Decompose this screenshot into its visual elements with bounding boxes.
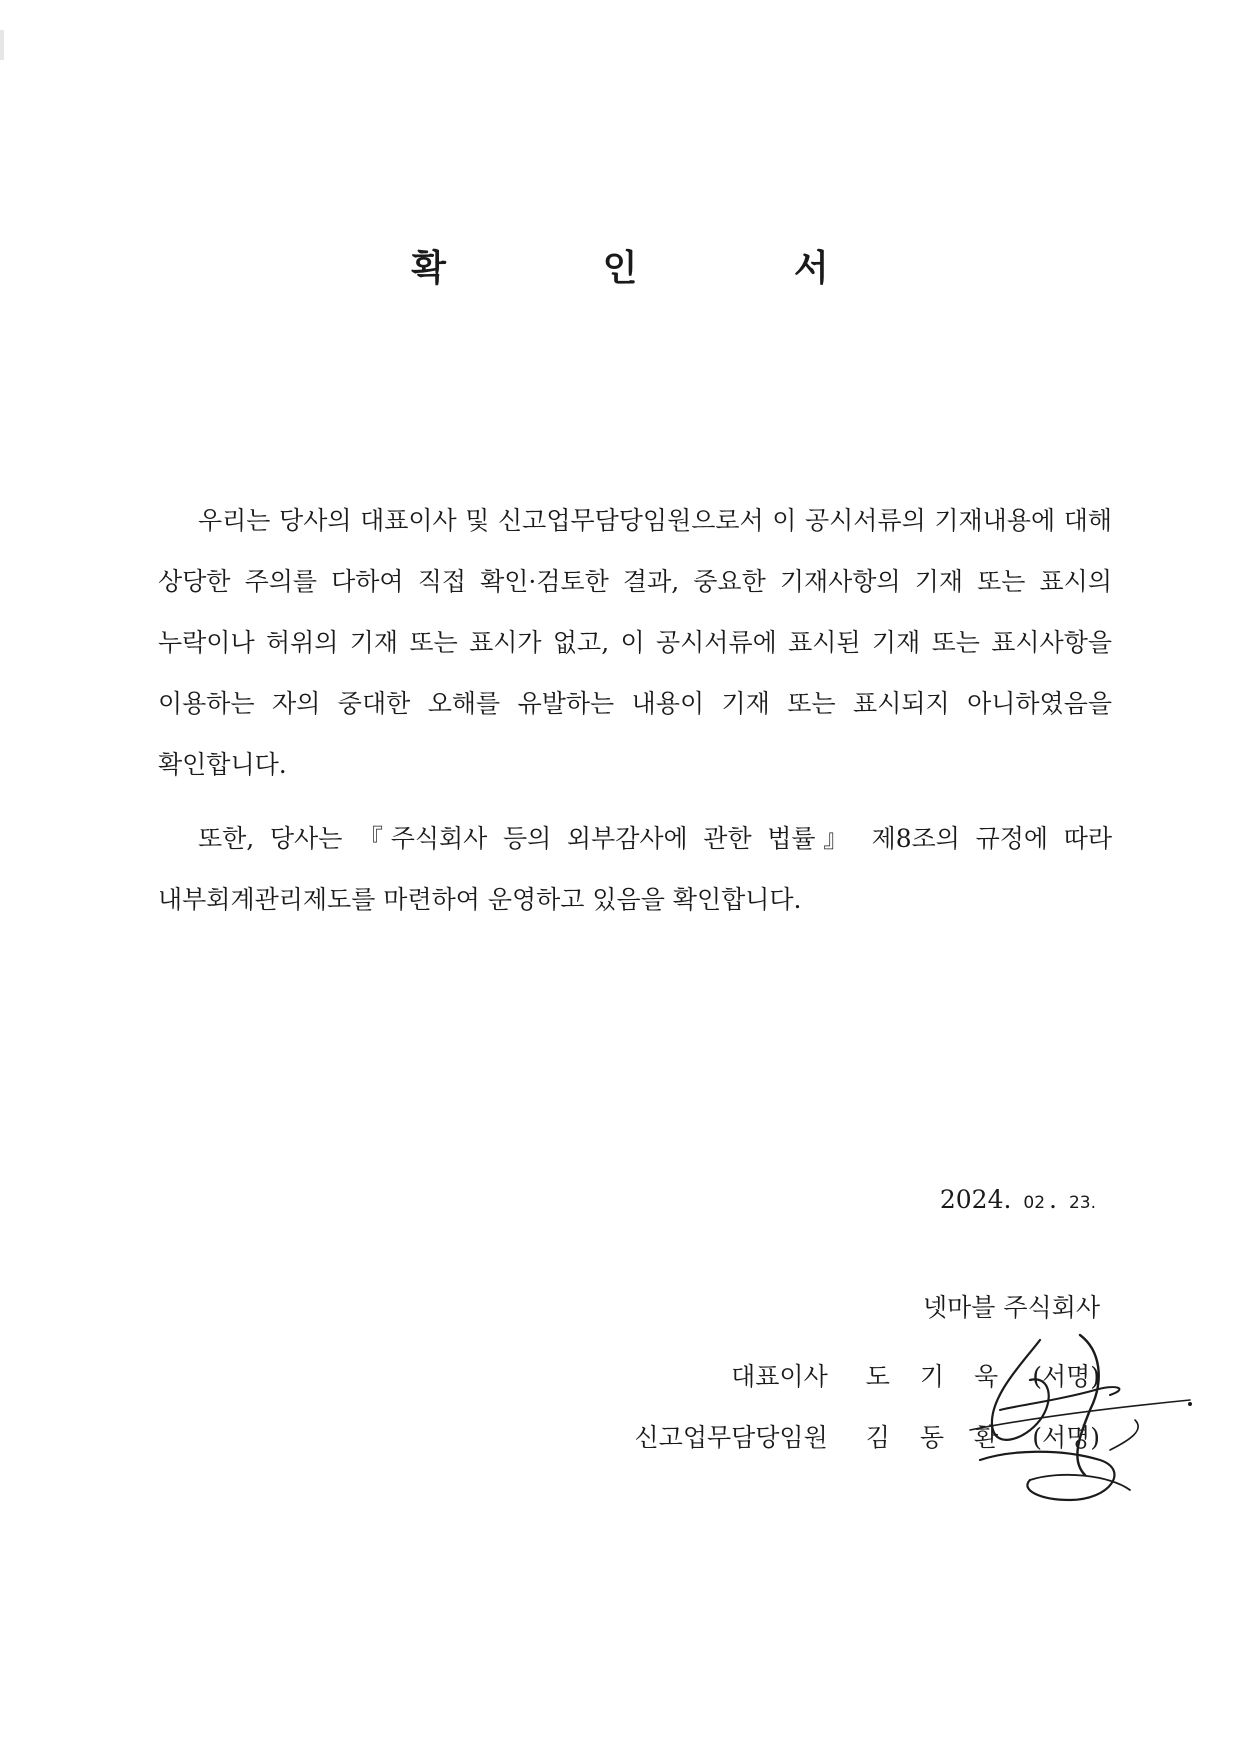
company-name: 넷마블 주식회사 xyxy=(923,1293,1100,1322)
document-date xyxy=(940,1185,1100,1214)
date-month: 02 xyxy=(1023,1193,1046,1213)
signature-mark-label: (서명) xyxy=(1032,1423,1100,1452)
date-separator: . xyxy=(1049,1185,1057,1214)
scan-edge-mark xyxy=(0,30,4,60)
date-year: 2024. xyxy=(939,1185,1012,1214)
confirmation-paragraph: 우리는 당사의 대표이사 및 신고업무담당임원으로서 이 공시서류의 기재내용에 대해 상당한 주의를 다하여 직접 확인·검토한 결과, 중요한 기재사항의 기재 또는 표시의 누락이나 허위의 기재 또는 표시가 없고, 이 공시서류에 표시된 기재 또는 표시사항을 이용하는 자의 중대한 오해를 유발하는 내용이 기재 또는 표시되지 아니하였음을 확인합니다. xyxy=(158,506,1112,779)
signatory-role: 신고업무담당임원 xyxy=(634,1423,828,1452)
signatory-name: 김동환 xyxy=(865,1423,1029,1452)
document-title: 확 인 서 xyxy=(411,247,901,289)
signatory-role: 대표이사 xyxy=(731,1362,828,1391)
internal-control-paragraph: 또한, 당사는 『주식회사 등의 외부감사에 관한 법률』 제8조의 규정에 따라 내부회계관리제도를 마련하여 운영하고 있음을 확인합니다. xyxy=(158,824,1112,914)
signature-mark-label: (서명) xyxy=(1032,1362,1100,1391)
signatory-row-officer xyxy=(635,1418,1100,1454)
date-day: 23. xyxy=(1068,1193,1096,1213)
signatory-name: 도기욱 xyxy=(865,1362,1029,1391)
signatory-row-ceo xyxy=(731,1357,1100,1393)
